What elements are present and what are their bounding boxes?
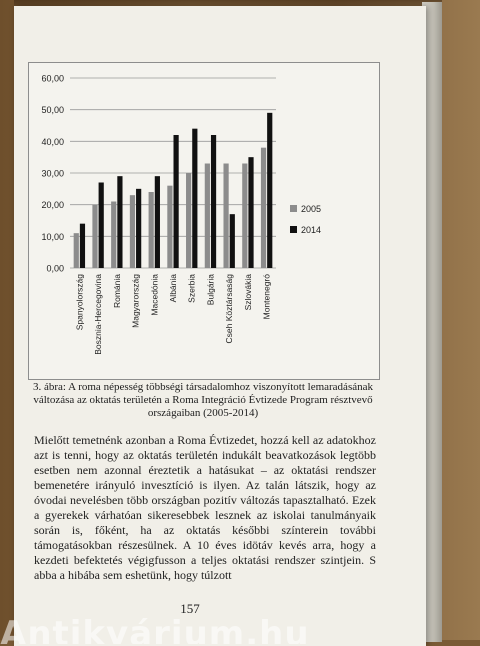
bar-2014 <box>230 214 235 268</box>
bar-2014 <box>155 176 160 268</box>
x-tick-label: Bosznia-Hercegovina <box>93 274 104 355</box>
bar-2014 <box>174 135 179 268</box>
y-tick-label: 20,00 <box>41 200 64 211</box>
watermark: Antikvárium.hu <box>0 614 310 644</box>
x-tick-label: Montenegró <box>261 274 272 320</box>
x-tick-label: Románia <box>111 274 122 309</box>
bar-2005 <box>205 164 210 269</box>
legend-label: 2005 <box>301 204 322 214</box>
legend-swatch <box>290 205 297 212</box>
legend-label: 2014 <box>301 225 322 235</box>
bar-2014 <box>211 135 216 268</box>
y-tick-label: 60,00 <box>41 73 64 84</box>
bar-2014 <box>248 157 253 268</box>
x-tick-label: Magyarország <box>130 274 141 328</box>
y-tick-label: 0,00 <box>46 263 64 274</box>
x-tick-label: Cseh Köztársaság <box>224 274 235 344</box>
x-tick-label: Bulgária <box>205 274 216 306</box>
bar-2014 <box>99 183 104 269</box>
x-tick-label: Macedónia <box>149 274 160 316</box>
x-tick-label: Szerbia <box>186 274 197 303</box>
y-tick-label: 50,00 <box>41 105 64 116</box>
bar-2005 <box>111 202 116 269</box>
x-tick-label: Albánia <box>168 274 178 303</box>
bar-2005 <box>167 186 172 268</box>
figure-caption: 3. ábra: A roma népesség többségi társadalomhoz viszonyított lemaradásának változása az oktatás területén a Roma Integráció Évtizede Program résztvevő országaiban (2005-2014) <box>33 381 373 419</box>
bar-2005 <box>242 164 247 269</box>
bar-2014 <box>136 189 141 268</box>
legend-swatch <box>290 226 297 233</box>
bar-chart <box>28 62 378 378</box>
bar-2005 <box>149 192 154 268</box>
bar-2014 <box>117 176 122 268</box>
bar-2014 <box>192 129 197 268</box>
bar-2005 <box>74 233 79 268</box>
bar-2005 <box>186 173 191 268</box>
bar-2005 <box>223 164 228 269</box>
bar-2014 <box>267 113 272 268</box>
bar-2005 <box>261 148 266 268</box>
body-text <box>34 433 376 583</box>
bar-2014 <box>80 224 85 268</box>
x-tick-label: Szlovákia <box>242 274 253 311</box>
bar-2005 <box>130 195 135 268</box>
body-paragraph: Mielőtt temetnénk azonban a Roma Évtizedet, hozzá kell az adatokhoz azt is tenni, hogy az oktatás területén indukált beavatkozások legtöbb esetben nem azonnal éreztetik a hatásukat – az oktatási rendszer bemenetére irányuló invesztíció is ilyen. Az talán látszik, hogy az óvodai nevelésben több országban pozitív változás tapasztalható. Ezek a gyerekek várhatóan sikeresebbek lesznek az iskolai tanulmányaik során is, főként, ha az oktatás későbbi színterein további támogatásokban részesülnek. A 10 éves idötáv kevés arra, hogy a kezdeti befektetés végigfusson a teljes oktatási rendszer szintjein. S abba a hibába sem eshetünk, hogy túlzott <box>34 433 376 582</box>
x-tick-label: Spanyolország <box>74 274 85 331</box>
page-number: 157 <box>180 601 200 616</box>
y-tick-label: 10,00 <box>41 231 64 242</box>
bar-2005 <box>92 205 97 268</box>
y-tick-label: 30,00 <box>41 168 64 179</box>
y-tick-label: 40,00 <box>41 136 64 147</box>
